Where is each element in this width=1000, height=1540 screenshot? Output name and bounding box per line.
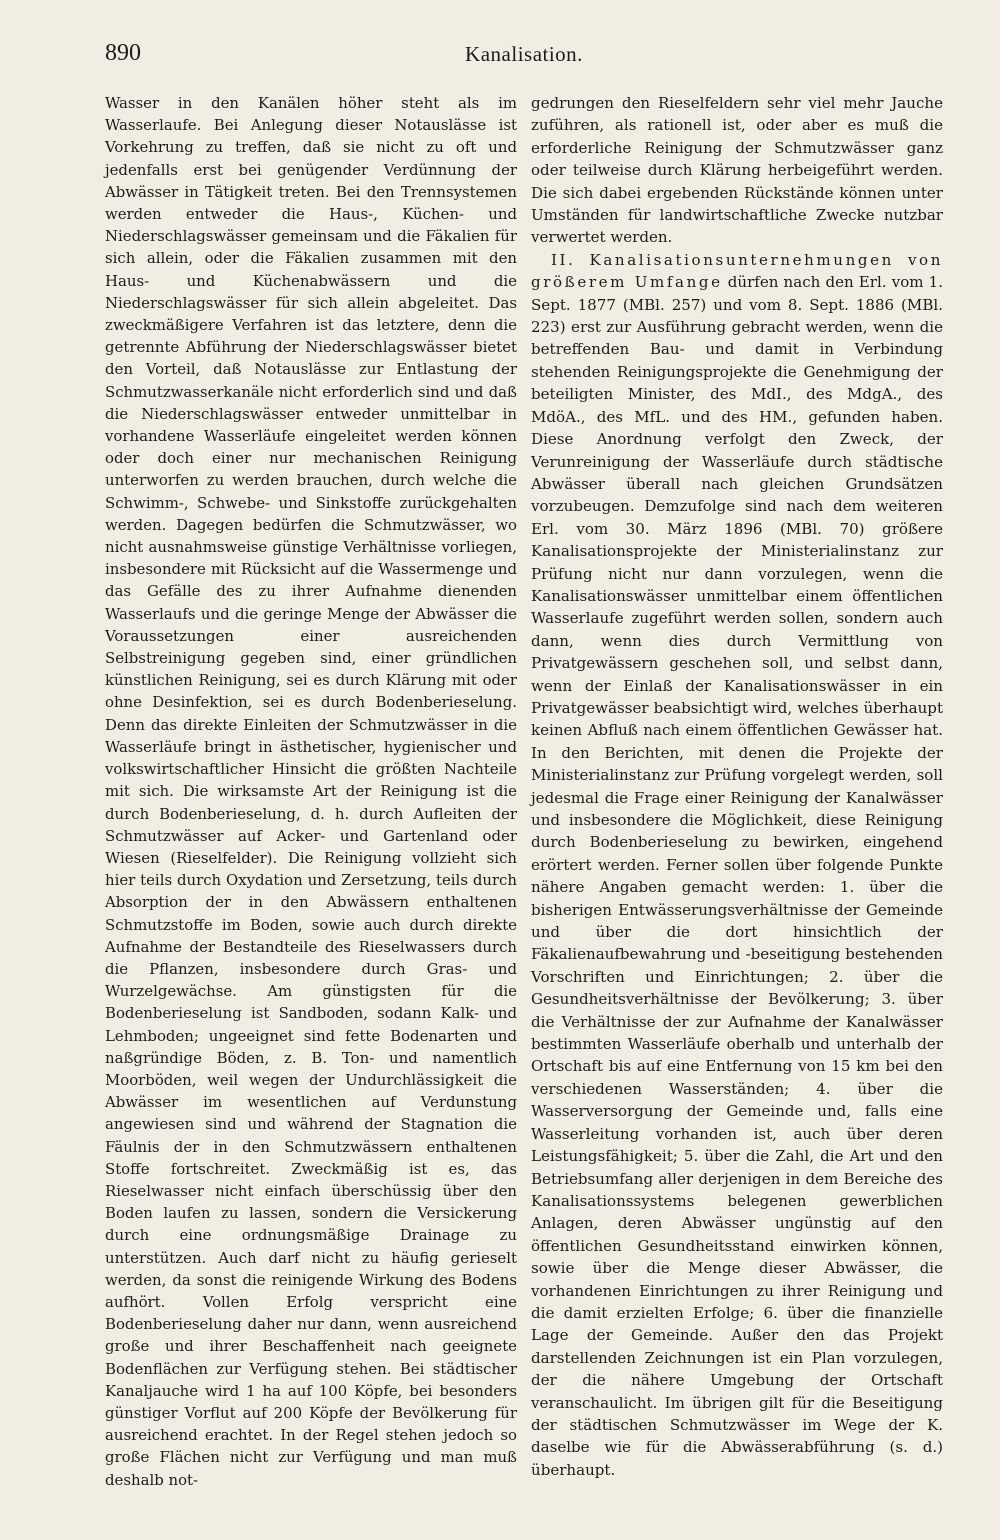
- right-paragraph-continuation: gedrungen den Rieselfeldern sehr viel mehr Jauche zuführen, als rationell ist, oder aber es muß die erforderliche Reinigung der Schmutzwässer ganz oder teilweise durch Klärung herbeigeführt werden. Die sich dabei ergebenden Rückstände können unter Umständen für landwirtschaftliche Zwecke nutzbar verwertet werden.: [531, 94, 943, 247]
- left-paragraph: Wasser in den Kanälen höher steht als im Wasserlaufe. Bei Anlegung dieser Notauslässe ist Vorkehrung zu treffen, daß sie nicht zu oft und jedenfalls erst bei genügender Verdünnung der Abwässer in Tätigkeit treten. Bei den Trennsystemen werden entweder die Haus-, Küchen- und Niederschlagswässer gemeinsam und die Fäkalien für sich allein, oder die Fäkalien zusammen mit den Haus- und Küchenabwässern und die Niederschlagswässer für sich allein abgeleitet. Das zweckmäßigere Verfahren ist das letztere, denn die getrennte Abführung der Niederschlagswässer bietet den Vorteil, daß Notauslässe zur Entlastung der Schmutzwasserkanäle nicht erforderlich sind und daß die Niederschlagswässer entweder unmittelbar in vorhandene Wasserläufe eingeleitet werden können oder doch einer nur mechanischen Reinigung unterworfen zu werden brauchen, durch welche die Schwimm-, Schwebe- und Sinkstoffe zurückgehalten werden. Dagegen bedürfen die Schmutzwässer, wo nicht ausnahmsweise günstige Verhältnisse vorliegen, insbesondere mit Rücksicht auf die Wassermenge und das Gefälle des zu ihrer Aufnahme dienenden Wasserlaufs und die geringe Menge der Abwässer die Voraussetzungen einer ausreichenden Selbstreinigung gegeben sind, einer gründlichen künstlichen Reinigung, sei es durch Klärung mit oder ohne Desinfektion, sei es durch Bodenberieselung. Denn das direkte Einleiten der Schmutzwässer in die Wasserläufe bringt in ästhetischer, hygienischer und volkswirtschaftlicher Hinsicht die größten Nachteile mit sich. Die wirksamste Art der Reinigung ist die durch Bodenberieselung, d. h. durch Aufleiten der Schmutzwässer auf Acker- und Gartenland oder Wiesen (Rieselfelder). Die Reinigung vollzieht sich hier teils durch Oxydation und Zersetzung, teils durch Absorption der in den Abwässern enthaltenen Schmutzstoffe im Boden, sowie auch durch direkte Aufnahme der Bestandteile des Rieselwassers durch die Pflanzen, insbesondere durch Gras- und Wurzelgewächse. Am günstigsten für die Bodenberieselung ist Sandboden, sodann Kalk- und Lehmboden; ungeeignet sind fette Bodenarten und naßgründige Böden, z. B. Ton- und namentlich Moorböden, weil wegen der Undurchlässigkeit die Abwässer im wesentlichen auf Verdunstung angewiesen sind und während der Stagnation die Fäulnis der in den Schmutzwässern enthaltenen Stoffe fortschreitet. Zweckmäßig ist es, das Rieselwasser nicht einfach überschüssig über den Boden laufen zu lassen, sondern die Versickerung durch eine ordnungsmäßige Drainage zu unterstützen. Auch darf nicht zu häufig gerieselt werden, da sonst die reinigende Wirkung des Bodens aufhört. Vollen Erfolg verspricht eine Bodenberieselung daher nur dann, wenn ausreichend große und ihrer Beschaffenheit nach geeignete Bodenflächen zur Verfügung stehen. Bei städtischer Kanaljauche wird 1 ha auf 100 Köpfe, bei besonders günstiger Vorflut auf 200 Köpfe der Bevölkerung für ausreichend erachtet. In der Regel stehen jedoch so große Flächen nicht zur Verfügung und man muß deshalb not-: [105, 94, 517, 1489]
- page-number: 890: [105, 40, 141, 66]
- right-column: [531, 92, 943, 1481]
- page-header: [105, 40, 943, 80]
- section-lead: II. Kanalisationsunternehmungen von größerem Umfange: [531, 250, 943, 292]
- right-paragraph-section-ii: [531, 249, 943, 1481]
- section-body: dürfen nach den Erl. vom 1. Sept. 1877 (MBl. 257) und vom 8. Sept. 1886 (MBl. 223) erst zur Ausführung gebracht werden, wenn die betreffenden Bau- und damit in Verbindung stehenden Reinigungsprojekte die Genehmigung der beteiligten Minister, des MdI., des MdgA., des MdöA., des MfL. und des HM., gefunden haben. Diese Anordnung verfolgt den Zweck, der Verunreinigung der Wasserläufe durch städtische Abwässer überall nach gleichen Grundsätzen vorzubeugen. Demzufolge sind nach dem weiteren Erl. vom 30. März 1896 (MBl. 70) größere Kanalisationsprojekte der Ministerialinstanz zur Prüfung nicht nur dann vorzulegen, wenn die Kanalisationswässer unmittelbar einem öffentlichen Wasserlaufe zugeführt werden sollen, sondern auch dann, wenn dies durch Vermittlung von Privatgewässern geschehen soll, und selbst dann, wenn der Einlaß der Kanalisationswässer in ein Privatgewässer beabsichtigt wird, welches überhaupt keinen Abfluß nach einem öffentlichen Gewässer hat. In den Berichten, mit denen die Projekte der Ministerialinstanz zur Prüfung vorgelegt werden, soll jedesmal die Frage einer Reinigung der Kanalwässer und insbesondere die Möglichkeit, diese Reinigung durch Bodenberieselung zu bewirken, eingehend erörtert werden. Ferner sollen über folgende Punkte nähere Angaben gemacht werden: 1. über die bisherigen Entwässerungsverhältnisse der Gemeinde und über die dort hinsichtlich der Fäkalienaufbewahrung und -beseitigung bestehenden Vorschriften und Einrichtungen; 2. über die Gesundheitsverhältnisse der Bevölkerung; 3. über die Verhältnisse der zur Aufnahme der Kanalwässer bestimmten Wasserläufe oberhalb und unterhalb der Ortschaft bis auf eine Entfernung von 15 km bei den verschiedenen Wasserständen; 4. über die Wasserversorgung der Gemeinde und, falls eine Wasserleitung vorhanden ist, auch über deren Leistungsfähigkeit; 5. über die Zahl, die Art und den Betriebsumfang aller derjenigen in dem Bereiche des Kanalisationssystems belegenen gewerblichen Anlagen, deren Abwässer ungünstig auf den öffentlichen Gesundheitsstand einwirken können, sowie über die Menge dieser Abwässer, die vorhandenen Einrichtungen zu ihrer Reinigung und die damit erzielten Erfolge; 6. über die finanzielle Lage der Gemeinde. Außer den das Projekt darstellenden Zeichnungen ist ein Plan vorzulegen, der die nähere Umgebung der Ortschaft veranschaulicht. Im übrigen gilt für die Beseitigung der städtischen Schmutzwässer im Wege der K. daselbe wie für die Abwässerabführung (s. d.) überhaupt.: [531, 273, 943, 1479]
- running-title: Kanalisation.: [465, 42, 583, 66]
- left-column: [105, 92, 517, 1491]
